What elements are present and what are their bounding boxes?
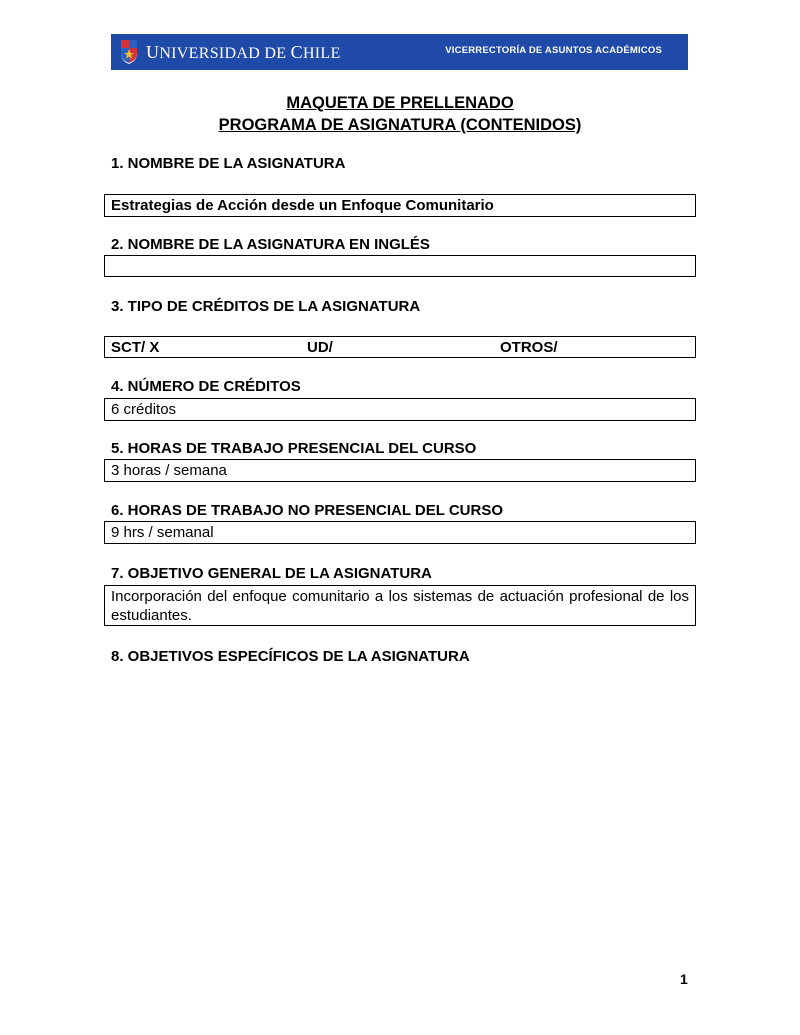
- document-title-line2: PROGRAMA DE ASIGNATURA (CONTENIDOS): [218, 116, 582, 134]
- vicerrectoria-label: VICERRECTORÍA DE ASUNTOS ACADÉMICOS: [445, 45, 662, 56]
- page-number: 1: [680, 971, 688, 987]
- section-1-heading: 1. NOMBRE DE LA ASIGNATURA: [111, 155, 346, 172]
- section-2-value: [104, 255, 696, 277]
- section-5-value: 3 horas / semana: [104, 459, 696, 482]
- section-6-value: 9 hrs / semanal: [104, 521, 696, 544]
- section-5-heading: 5. HORAS DE TRABAJO PRESENCIAL DEL CURSO: [111, 440, 477, 457]
- section-4-value: 6 créditos: [104, 398, 696, 421]
- credits-ud: UD/: [307, 339, 333, 356]
- section-4-heading: 4. NÚMERO DE CRÉDITOS: [111, 378, 301, 395]
- header-banner: [111, 34, 688, 70]
- document-title-line1: MAQUETA DE PRELLENADO: [286, 94, 514, 112]
- university-name: UNIVERSIDAD DE CHILE: [146, 41, 341, 62]
- university-crest-icon: [120, 39, 138, 65]
- section-8-heading: 8. OBJETIVOS ESPECÍFICOS DE LA ASIGNATURA: [111, 648, 470, 665]
- credits-sct: SCT/ X: [111, 339, 160, 356]
- section-3-credits-box: [104, 336, 696, 358]
- credits-otros: OTROS/: [500, 339, 558, 356]
- section-2-heading: 2. NOMBRE DE LA ASIGNATURA EN INGLÉS: [111, 236, 430, 253]
- section-7-heading: 7. OBJETIVO GENERAL DE LA ASIGNATURA: [111, 565, 432, 582]
- section-3-heading: 3. TIPO DE CRÉDITOS DE LA ASIGNATURA: [111, 298, 421, 315]
- section-1-value: Estrategias de Acción desde un Enfoque Comunitario: [104, 194, 696, 217]
- section-7-value: Incorporación del enfoque comunitario a los sistemas de actuación profesional de los estudiantes.: [104, 585, 696, 626]
- section-6-heading: 6. HORAS DE TRABAJO NO PRESENCIAL DEL CURSO: [111, 502, 503, 519]
